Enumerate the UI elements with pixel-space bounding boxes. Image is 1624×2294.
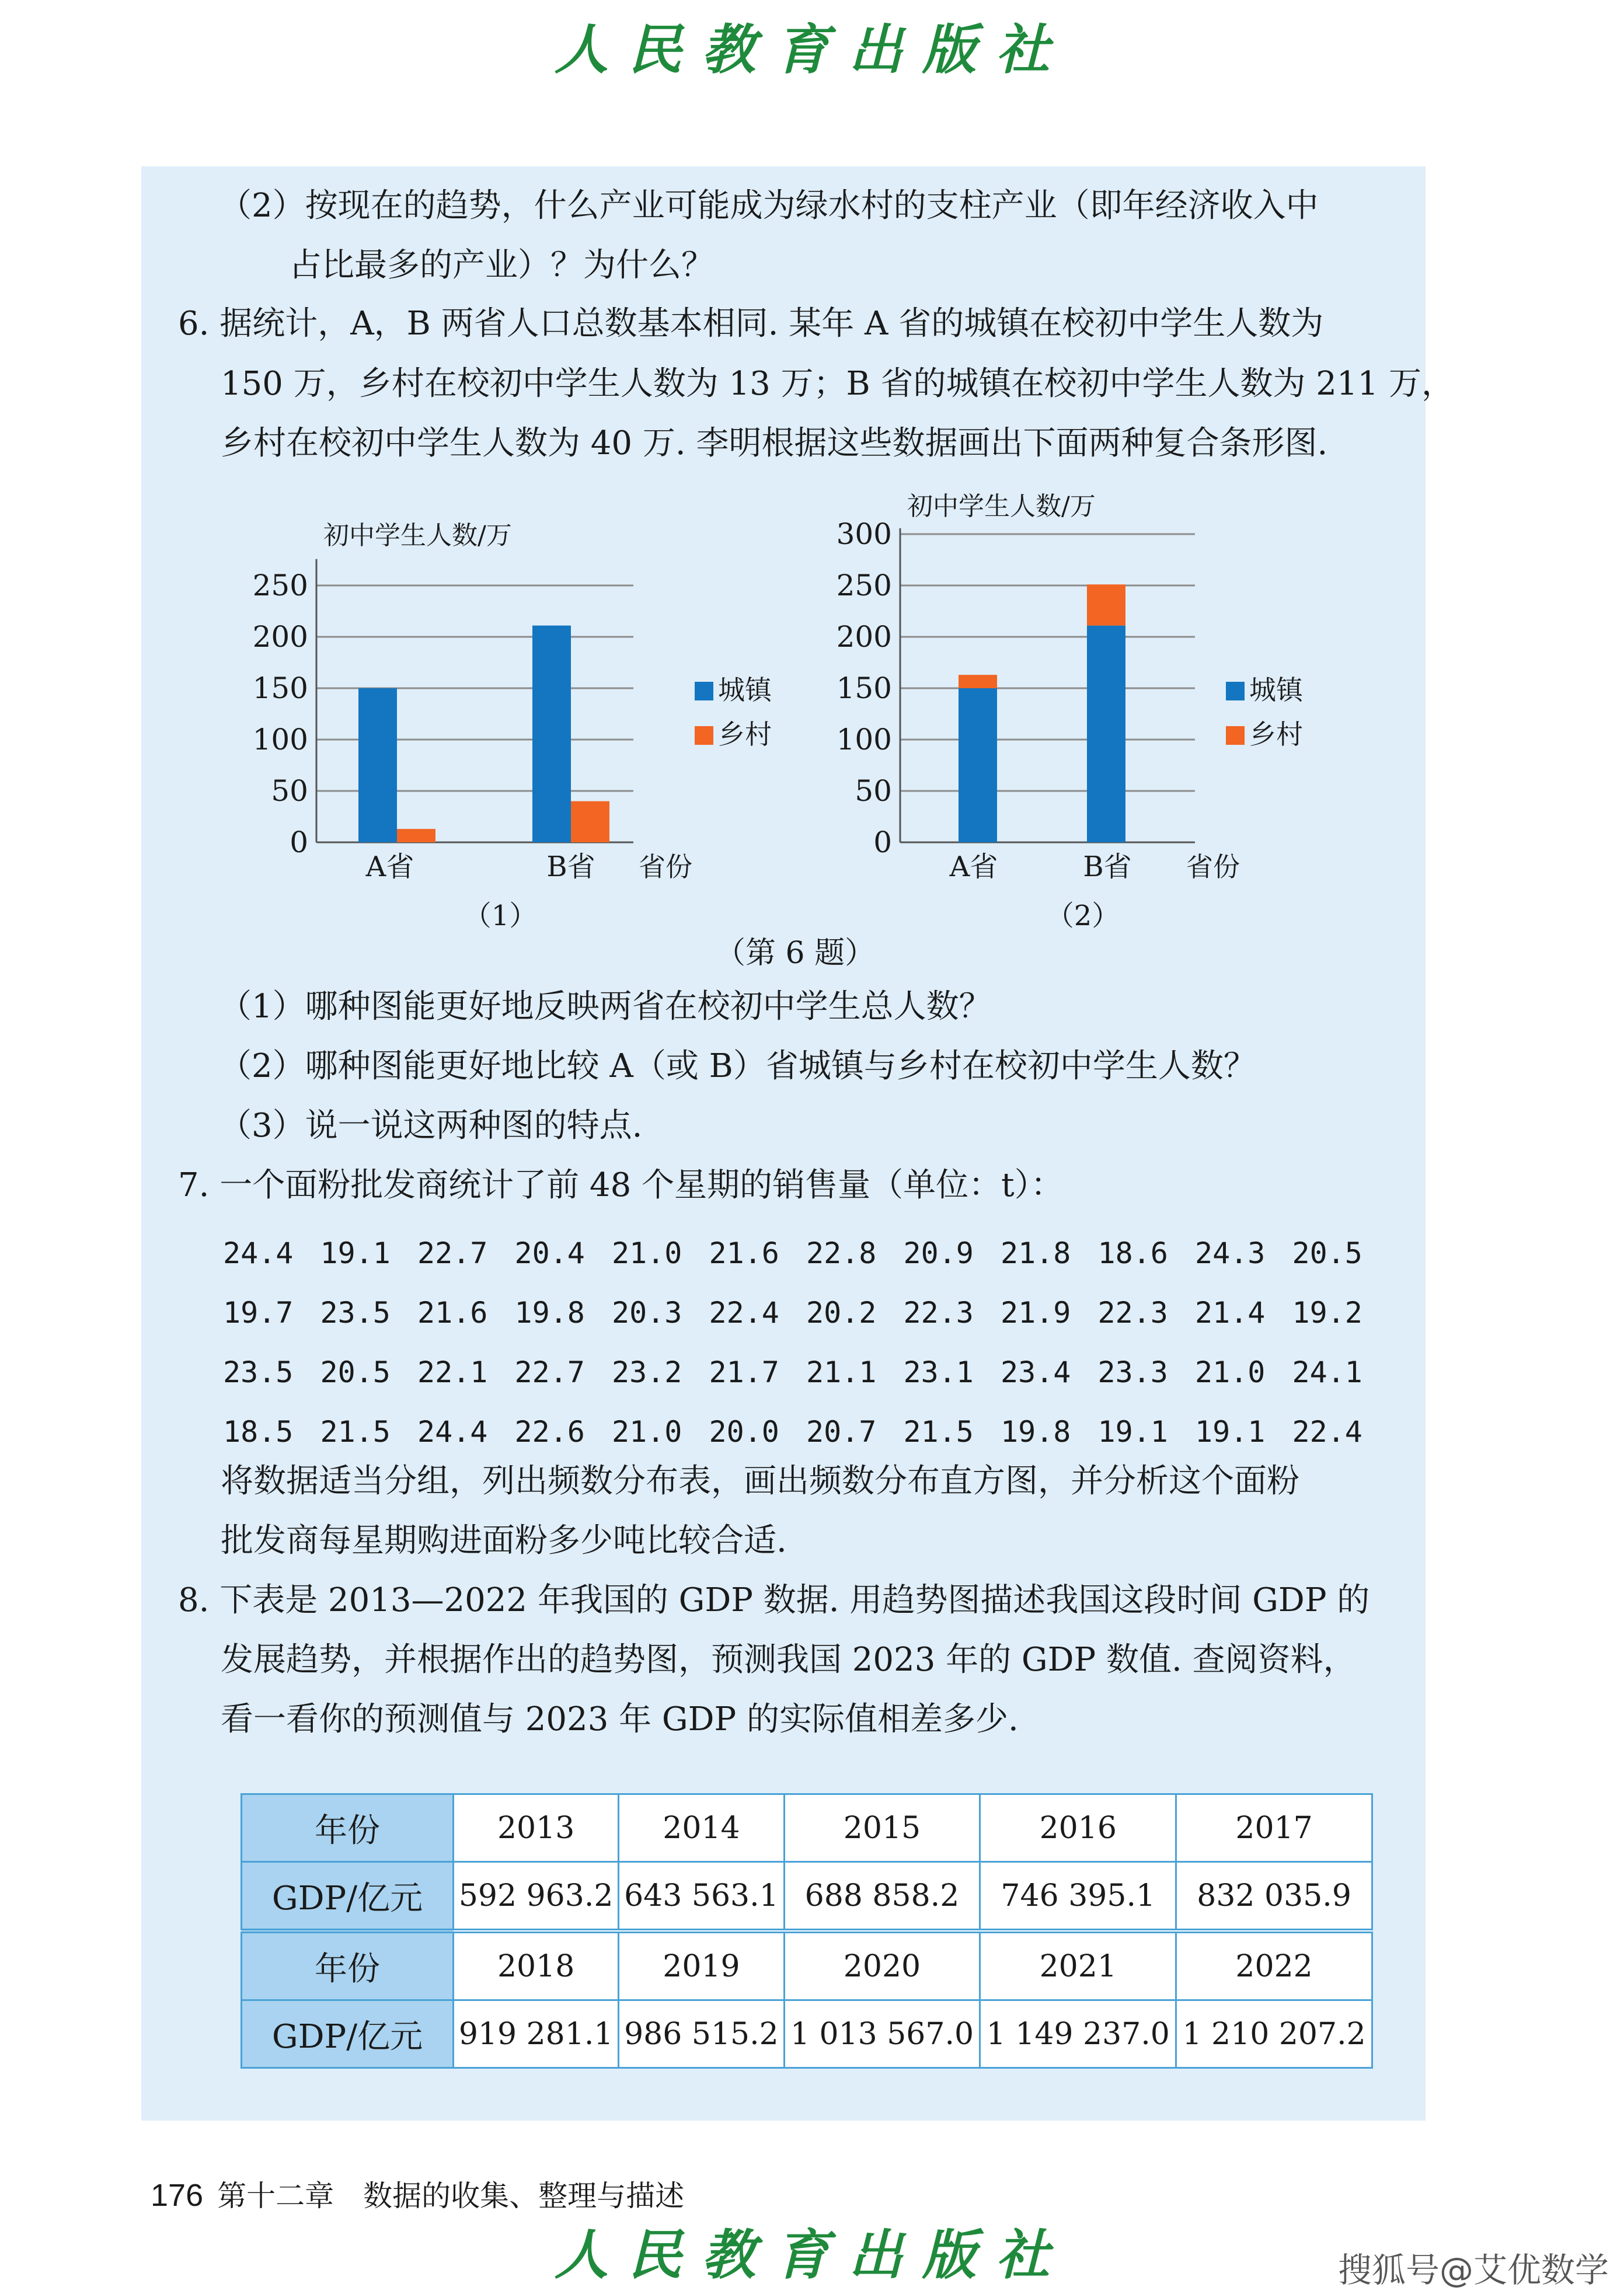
publisher-logo-top: 人民教育出版社 bbox=[554, 18, 1069, 81]
bar-乡村 bbox=[571, 801, 609, 842]
table-row bbox=[242, 1862, 1372, 1932]
chapter-title: 第十二章 数据的收集、整理与描述 bbox=[217, 2179, 685, 2213]
year-cell: 2015 bbox=[784, 1794, 980, 1862]
sales-value: 22.4 bbox=[1292, 1415, 1362, 1449]
table-row bbox=[242, 2000, 1372, 2068]
y-tick-label: 200 bbox=[252, 620, 308, 654]
sales-value: 23.3 bbox=[1097, 1355, 1168, 1389]
sales-value: 21.5 bbox=[320, 1415, 391, 1449]
sales-value: 24.4 bbox=[417, 1415, 488, 1449]
y-tick-label: 150 bbox=[836, 671, 892, 705]
y-tick-label: 300 bbox=[836, 517, 892, 551]
sales-value: 24.1 bbox=[1292, 1355, 1362, 1389]
sales-value: 22.8 bbox=[806, 1236, 877, 1270]
year-cell: 2017 bbox=[1176, 1794, 1372, 1862]
gdp-table bbox=[241, 1793, 1373, 2069]
gdp-cell: 1 210 207.2 bbox=[1176, 2000, 1372, 2068]
sales-value: 23.5 bbox=[320, 1296, 391, 1330]
table-row bbox=[242, 1931, 1372, 2000]
sales-value: 20.0 bbox=[709, 1415, 779, 1449]
sales-value: 24.3 bbox=[1195, 1236, 1266, 1270]
y-tick-label: 0 bbox=[873, 825, 892, 859]
chart-stacked-bar bbox=[817, 479, 1372, 934]
category-label: B省 bbox=[546, 850, 595, 883]
sales-value: 22.4 bbox=[709, 1296, 779, 1330]
y-tick-label: 100 bbox=[252, 723, 308, 756]
category-label: B省 bbox=[1083, 850, 1132, 883]
q5-sub2-line2: 占比最多的产业）？为什么？ bbox=[289, 246, 714, 284]
q5-sub2-line1: （2）按现在的趋势，什么产业可能成为绿水村的支柱产业（即年经济收入中 bbox=[219, 187, 1319, 225]
sales-value: 21.8 bbox=[1001, 1236, 1071, 1270]
sales-value: 21.6 bbox=[709, 1236, 779, 1270]
year-cell: 2021 bbox=[980, 1931, 1176, 2000]
gdp-cell: 592 963.2 bbox=[454, 1862, 619, 1932]
page-number: 176 bbox=[151, 2178, 204, 2213]
gdp-cell: 1 013 567.0 bbox=[784, 2000, 980, 2068]
q6-line2: 150 万，乡村在校初中学生人数为 13 万；B 省的城镇在校初中学生人数为 211 万， bbox=[221, 365, 1454, 403]
bar-乡村 bbox=[959, 675, 997, 688]
q6-sub2: （2）哪种图能更好地比较 A（或 B）省城镇与乡村在校初中学生人数？ bbox=[219, 1047, 1256, 1085]
q6-figure-caption: （第 6 题） bbox=[715, 936, 876, 971]
sales-value: 21.0 bbox=[612, 1415, 682, 1449]
gdp-header: GDP/亿元 bbox=[242, 1862, 454, 1932]
sales-value: 23.1 bbox=[903, 1355, 974, 1389]
sales-value: 20.5 bbox=[1292, 1236, 1362, 1270]
y-tick-label: 100 bbox=[836, 723, 892, 756]
q7-intro: 7. 一个面粉批发商统计了前 48 个星期的销售量（单位：t）： bbox=[178, 1166, 1064, 1204]
bar-乡村 bbox=[397, 829, 435, 842]
year-cell: 2019 bbox=[619, 1931, 784, 2000]
sales-value: 19.1 bbox=[1195, 1415, 1266, 1449]
y-tick-label: 250 bbox=[836, 569, 892, 602]
sales-value: 20.5 bbox=[320, 1355, 391, 1389]
publisher-logo-bottom: 人民教育出版社 bbox=[554, 2223, 1069, 2286]
chart-caption: （1） bbox=[463, 900, 538, 932]
q8-line3: 看一看你的预测值与 2023 年 GDP 的实际值相差多少. bbox=[221, 1700, 1019, 1738]
sales-value: 19.1 bbox=[320, 1236, 391, 1270]
bar-城镇 bbox=[358, 688, 397, 842]
legend-swatch bbox=[695, 682, 713, 700]
sales-value: 20.3 bbox=[612, 1296, 682, 1330]
year-cell: 2022 bbox=[1176, 1931, 1372, 2000]
sales-value: 19.2 bbox=[1292, 1296, 1362, 1330]
year-cell: 2014 bbox=[619, 1794, 784, 1862]
legend-label: 城镇 bbox=[718, 674, 772, 706]
year-cell: 2016 bbox=[980, 1794, 1176, 1862]
sales-value: 22.7 bbox=[417, 1236, 488, 1270]
sales-value: 19.7 bbox=[223, 1296, 294, 1330]
bar-乡村 bbox=[1087, 584, 1125, 625]
y-tick-label: 150 bbox=[252, 671, 308, 705]
y-axis-label: 初中学生人数/万 bbox=[907, 491, 1096, 521]
gdp-cell: 832 035.9 bbox=[1176, 1862, 1372, 1932]
gdp-cell: 919 281.1 bbox=[454, 2000, 619, 2068]
year-cell: 2020 bbox=[784, 1931, 980, 2000]
legend-label: 乡村 bbox=[1249, 719, 1303, 750]
bar-城镇 bbox=[532, 626, 571, 842]
sales-value: 21.4 bbox=[1195, 1296, 1266, 1330]
gdp-cell: 643 563.1 bbox=[619, 1862, 784, 1932]
bar-城镇 bbox=[959, 688, 997, 842]
sales-value: 18.6 bbox=[1097, 1236, 1168, 1270]
y-tick-label: 250 bbox=[252, 569, 308, 602]
y-axis-label: 初中学生人数/万 bbox=[323, 521, 512, 550]
legend-label: 乡村 bbox=[718, 719, 772, 750]
q8-line1: 8. 下表是 2013—2022 年我国的 GDP 数据. 用趋势图描述我国这段时间 GDP 的 bbox=[178, 1581, 1370, 1619]
q6-line3: 乡村在校初中学生人数为 40 万. 李明根据这些数据画出下面两种复合条形图. bbox=[221, 424, 1328, 462]
category-label: A省 bbox=[365, 850, 414, 883]
sales-value: 21.0 bbox=[612, 1236, 682, 1270]
y-tick-label: 200 bbox=[836, 620, 892, 654]
x-axis-label: 省份 bbox=[1186, 851, 1240, 883]
q6-sub3: （3）说一说这两种图的特点. bbox=[219, 1107, 643, 1145]
sales-value: 22.3 bbox=[1097, 1296, 1168, 1330]
page-footer bbox=[151, 2173, 684, 2215]
y-tick-label: 0 bbox=[290, 825, 308, 859]
q6-line1: 6. 据统计，A，B 两省人口总数基本相同. 某年 A 省的城镇在校初中学生人数为 bbox=[178, 305, 1324, 343]
sales-value: 22.7 bbox=[514, 1355, 585, 1389]
sales-value: 22.1 bbox=[417, 1355, 488, 1389]
sales-value: 23.4 bbox=[1001, 1355, 1071, 1389]
q7-task-line2: 批发商每星期购进面粉多少吨比较合适. bbox=[221, 1522, 787, 1560]
year-header: 年份 bbox=[242, 1931, 454, 2000]
sales-value: 19.1 bbox=[1097, 1415, 1168, 1449]
q7-task-line1: 将数据适当分组，列出频数分布表，画出频数分布直方图，并分析这个面粉 bbox=[221, 1462, 1299, 1500]
sales-value: 22.3 bbox=[903, 1296, 974, 1330]
sales-value: 19.8 bbox=[514, 1296, 585, 1330]
sales-value: 22.6 bbox=[514, 1415, 585, 1449]
sales-value: 21.0 bbox=[1195, 1355, 1266, 1389]
table-row bbox=[242, 1794, 1372, 1862]
gdp-cell: 1 149 237.0 bbox=[980, 2000, 1176, 2068]
sales-value: 20.7 bbox=[806, 1415, 877, 1449]
gdp-cell: 746 395.1 bbox=[980, 1862, 1176, 1932]
year-header: 年份 bbox=[242, 1794, 454, 1862]
y-tick-label: 50 bbox=[271, 774, 308, 808]
sales-value: 21.1 bbox=[806, 1355, 877, 1389]
y-tick-label: 50 bbox=[855, 774, 892, 808]
q6-sub1: （1）哪种图能更好地反映两省在校初中学生总人数？ bbox=[219, 988, 992, 1026]
sales-value: 19.8 bbox=[1001, 1415, 1071, 1449]
sales-value: 20.9 bbox=[903, 1236, 974, 1270]
q8-line2: 发展趋势，并根据作出的趋势图，预测我国 2023 年的 GDP 数值. 查阅资料， bbox=[221, 1641, 1356, 1679]
legend-label: 城镇 bbox=[1249, 674, 1303, 706]
legend-swatch bbox=[1226, 726, 1245, 745]
bar-城镇 bbox=[1087, 626, 1125, 842]
gdp-cell: 986 515.2 bbox=[619, 2000, 784, 2068]
x-axis-label: 省份 bbox=[639, 851, 692, 883]
sales-value: 21.5 bbox=[903, 1415, 974, 1449]
sales-value: 21.6 bbox=[417, 1296, 488, 1330]
watermark: 搜狐号@艾优数学 bbox=[1338, 2250, 1609, 2290]
chart-caption: （2） bbox=[1046, 900, 1120, 932]
legend-swatch bbox=[695, 726, 713, 745]
sales-value: 20.4 bbox=[514, 1236, 585, 1270]
category-label: A省 bbox=[949, 850, 998, 883]
gdp-header: GDP/亿元 bbox=[242, 2000, 454, 2068]
sales-value: 20.2 bbox=[806, 1296, 877, 1330]
gdp-cell: 688 858.2 bbox=[784, 1862, 980, 1932]
sales-value: 18.5 bbox=[223, 1415, 294, 1449]
sales-value: 23.2 bbox=[612, 1355, 682, 1389]
chart-grouped-bar bbox=[234, 514, 788, 934]
sales-value: 24.4 bbox=[223, 1236, 294, 1270]
sales-value: 21.7 bbox=[709, 1355, 779, 1389]
year-cell: 2013 bbox=[454, 1794, 619, 1862]
sales-value: 21.9 bbox=[1001, 1296, 1071, 1330]
year-cell: 2018 bbox=[454, 1931, 619, 2000]
sales-value: 23.5 bbox=[223, 1355, 294, 1389]
legend-swatch bbox=[1226, 682, 1245, 700]
